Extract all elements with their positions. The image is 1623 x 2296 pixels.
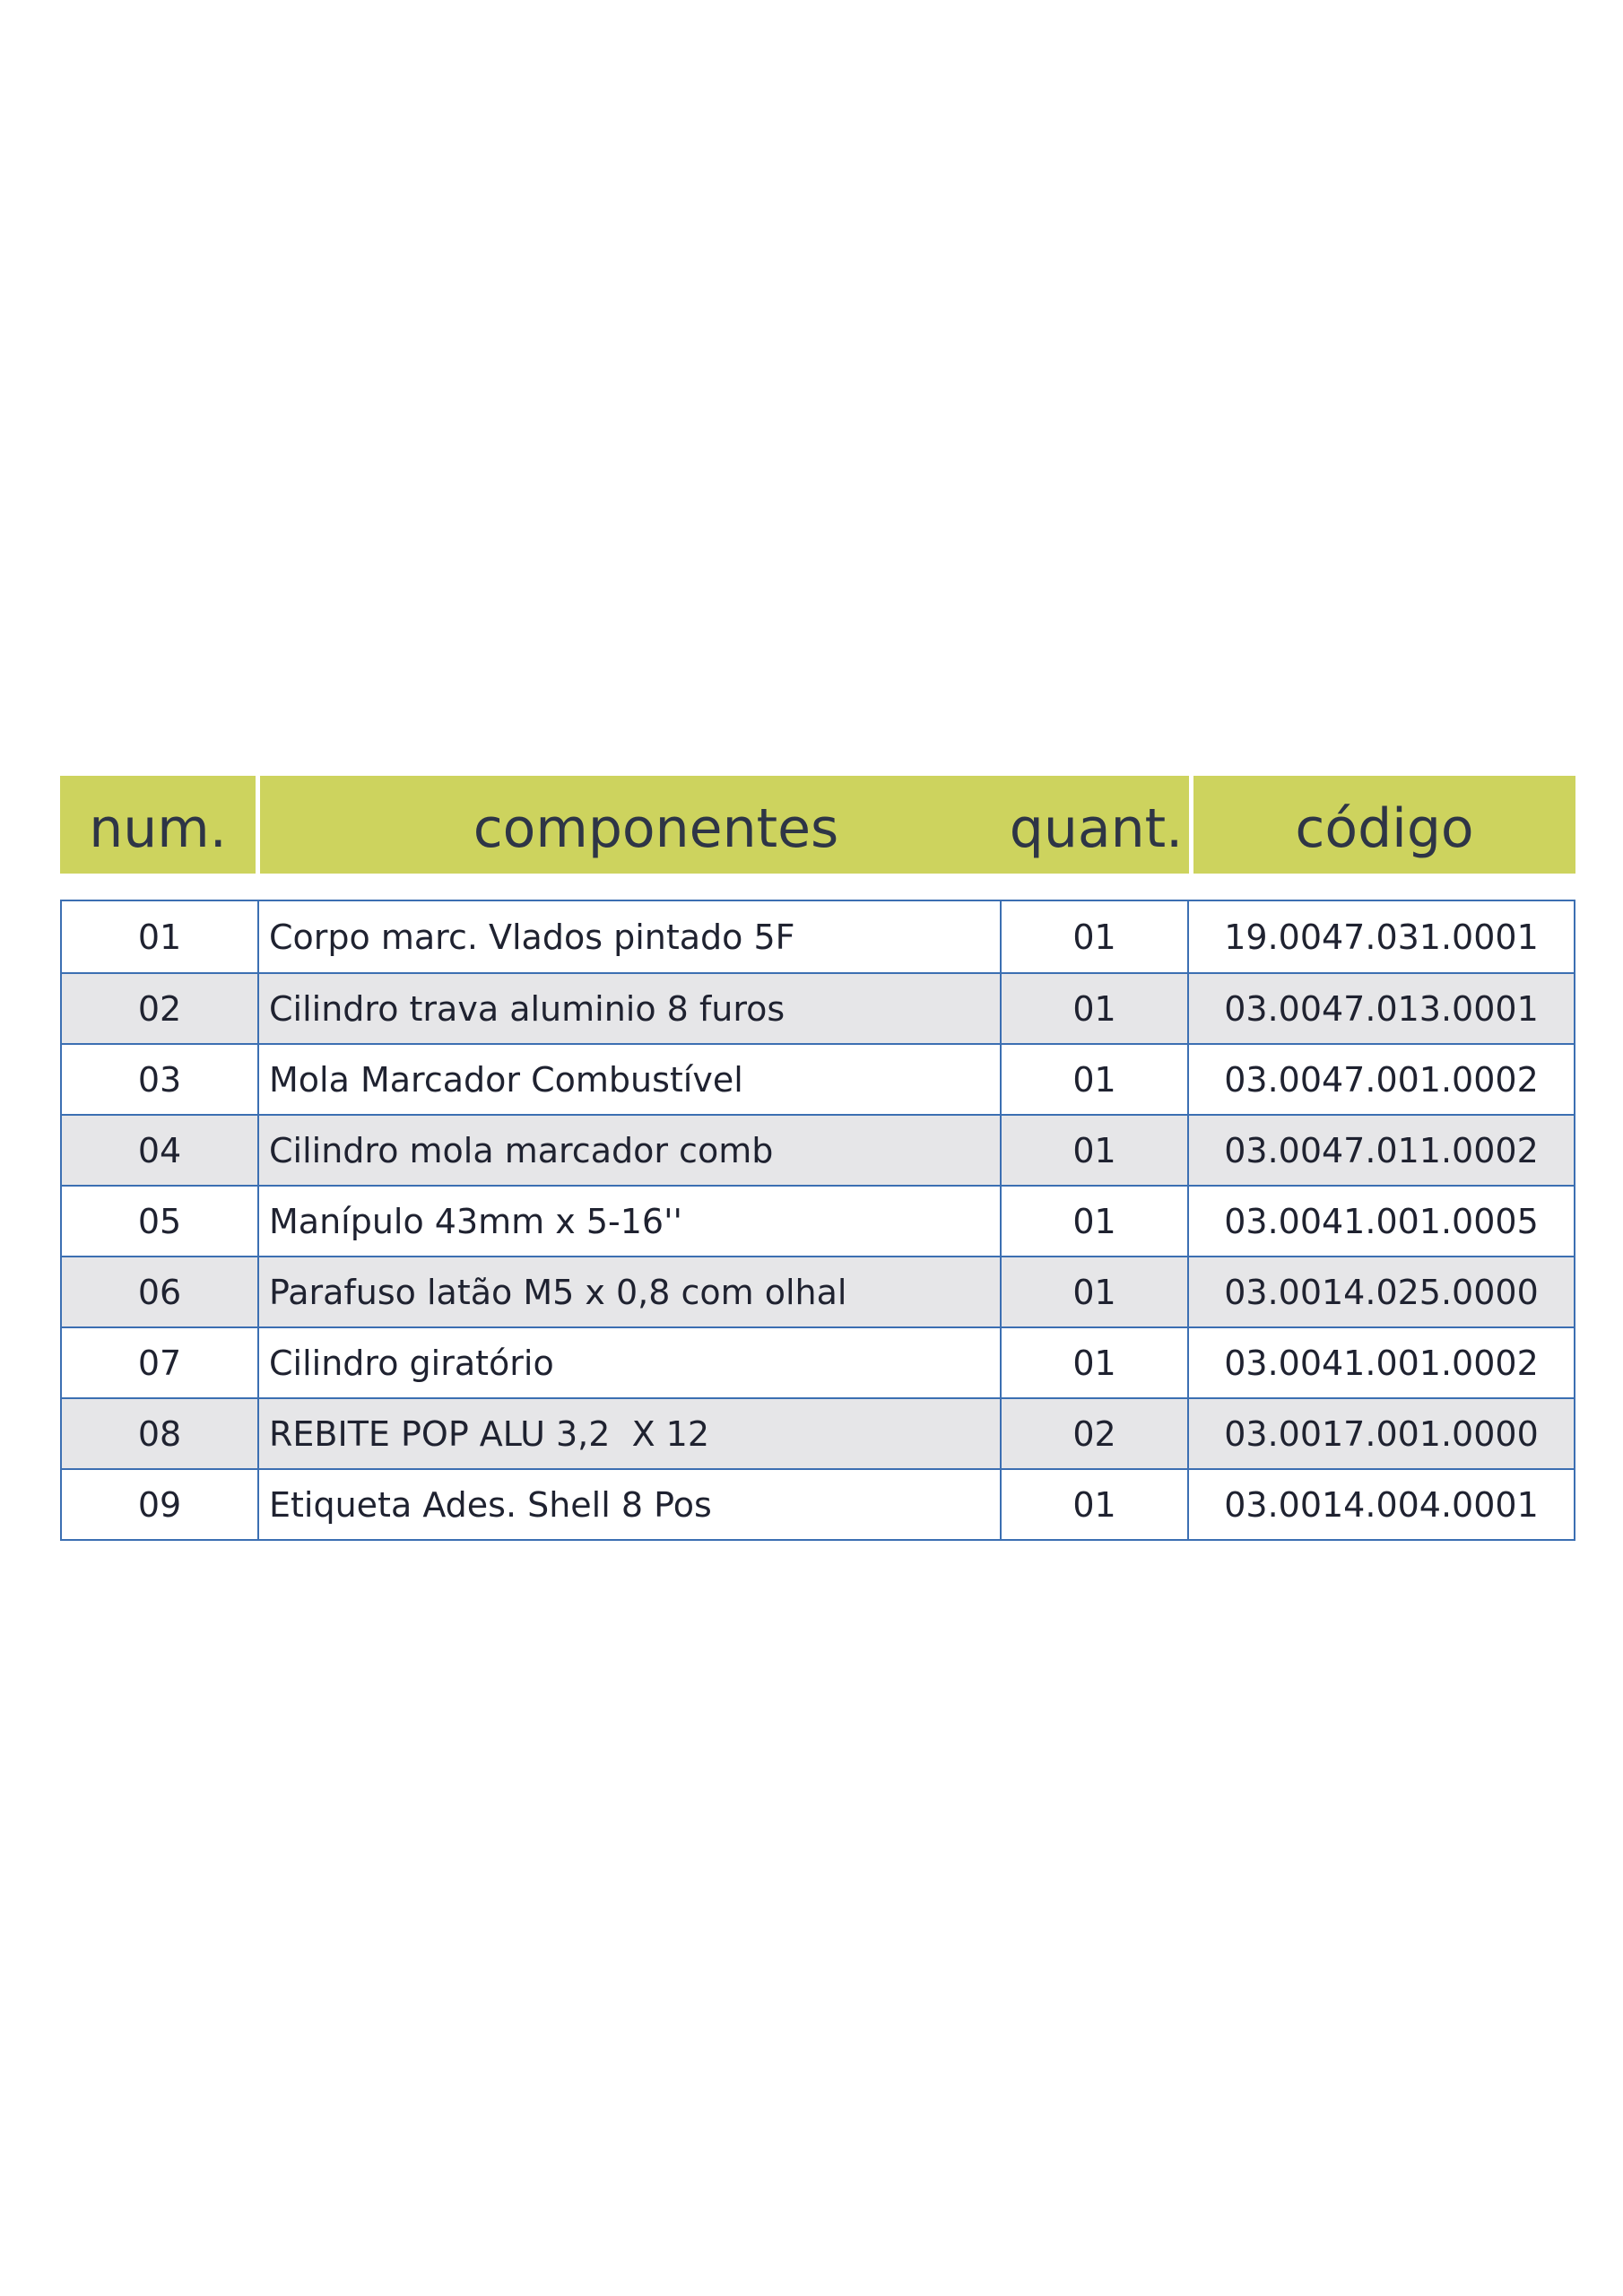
row-quant: 01 (1072, 917, 1116, 957)
row-codigo: 03.0041.001.0002 (1224, 1343, 1539, 1383)
row-codigo: 03.0017.001.0000 (1224, 1413, 1539, 1454)
row-componente: Etiqueta Ades. Shell 8 Pos (269, 1484, 712, 1525)
table-row (62, 1397, 1574, 1468)
table-row (62, 1114, 1574, 1185)
table-row (62, 1468, 1574, 1539)
row-codigo: 03.0014.025.0000 (1224, 1272, 1539, 1312)
row-quant: 01 (1072, 1130, 1116, 1170)
row-codigo: 03.0047.013.0001 (1224, 988, 1539, 1029)
header-num: num. (60, 776, 256, 874)
header-codigo: código (1193, 776, 1575, 874)
row-componente: Manípulo 43mm x 5-16'' (269, 1201, 682, 1241)
column-divider (1187, 901, 1189, 1539)
row-componente: REBITE POP ALU 3,2 X 12 (269, 1413, 710, 1454)
table-row (62, 1326, 1574, 1397)
row-quant: 02 (1072, 1413, 1116, 1454)
row-num: 07 (137, 1343, 182, 1383)
row-quant: 01 (1072, 1484, 1116, 1525)
row-codigo: 03.0014.004.0001 (1224, 1484, 1539, 1525)
table-row (62, 1256, 1574, 1326)
row-num: 06 (137, 1272, 182, 1312)
table-row (62, 1185, 1574, 1256)
components-table (60, 900, 1575, 1541)
table-row (62, 1043, 1574, 1114)
row-num: 04 (137, 1130, 182, 1170)
row-num: 08 (137, 1413, 182, 1454)
row-num: 09 (137, 1484, 182, 1525)
row-componente: Cilindro trava aluminio 8 furos (269, 988, 785, 1029)
row-codigo: 19.0047.031.0001 (1224, 917, 1539, 957)
row-codigo: 03.0041.001.0005 (1224, 1201, 1539, 1241)
row-componente: Parafuso latão M5 x 0,8 com olhal (269, 1272, 847, 1312)
column-divider (1000, 901, 1002, 1539)
header-componentes: componentes (260, 776, 1052, 874)
row-quant: 01 (1072, 1343, 1116, 1383)
row-componente: Cilindro mola marcador comb (269, 1130, 774, 1170)
column-divider (257, 901, 259, 1539)
row-componente: Mola Marcador Combustível (269, 1059, 743, 1100)
row-num: 05 (137, 1201, 182, 1241)
row-quant: 01 (1072, 1201, 1116, 1241)
table-row (62, 972, 1574, 1043)
row-quant: 01 (1072, 1272, 1116, 1312)
row-num: 03 (137, 1059, 182, 1100)
row-codigo: 03.0047.011.0002 (1224, 1130, 1539, 1170)
row-quant: 01 (1072, 988, 1116, 1029)
row-quant: 01 (1072, 1059, 1116, 1100)
row-num: 02 (137, 988, 182, 1029)
row-codigo: 03.0047.001.0002 (1224, 1059, 1539, 1100)
header-quant: quant. (1003, 776, 1189, 874)
table-row (62, 901, 1574, 972)
row-componente: Corpo marc. Vlados pintado 5F (269, 917, 795, 957)
row-num: 01 (137, 917, 182, 957)
row-componente: Cilindro giratório (269, 1343, 554, 1383)
table-header (60, 776, 1575, 874)
